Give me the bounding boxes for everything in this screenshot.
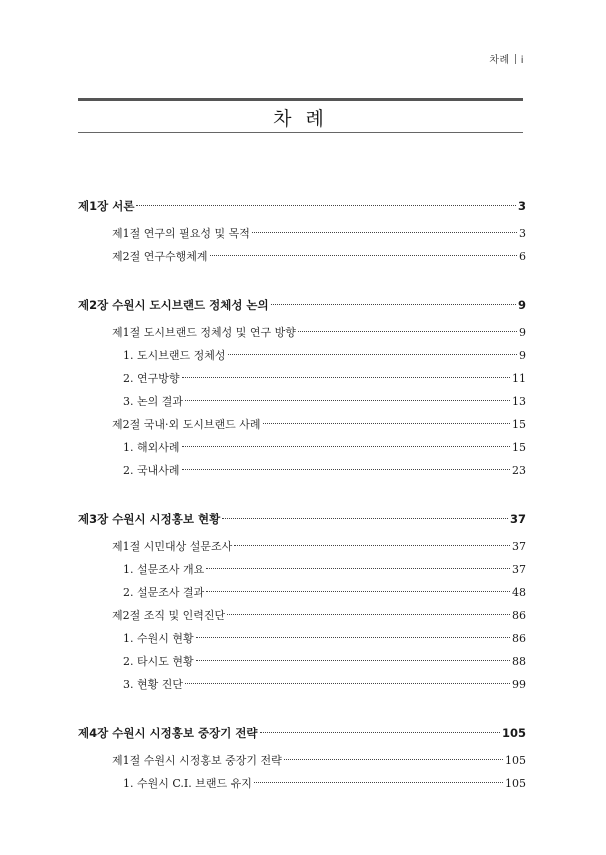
toc-entry-label: 제2장 수원시 도시브랜드 정체성 논의 xyxy=(78,298,269,312)
toc-entry-page-number: 9 xyxy=(519,349,526,362)
toc-entry-page-number: 37 xyxy=(509,512,526,526)
toc-entry-label: 제1절 시민대상 설문조사 xyxy=(112,540,233,553)
toc-chapter-entry[interactable] xyxy=(78,297,526,320)
toc-entry-label: 1. 설문조사 개요 xyxy=(123,563,205,576)
toc-entry-page-number: 3 xyxy=(519,227,526,240)
toc-section-entry[interactable] xyxy=(78,607,526,630)
toc-section-entry[interactable] xyxy=(78,538,526,561)
toc-entry-label: 제2절 국내·외 도시브랜드 사례 xyxy=(112,418,261,431)
toc-entry-page-number: 37 xyxy=(512,540,526,553)
dot-leader xyxy=(206,591,510,592)
dot-leader xyxy=(260,732,500,733)
dot-leader xyxy=(271,304,516,305)
dot-leader xyxy=(228,354,518,355)
toc-entry-page-number: 15 xyxy=(512,441,526,454)
toc-entry-label: 제1절 연구의 필요성 및 목적 xyxy=(112,227,250,240)
toc-item-entry[interactable] xyxy=(78,347,526,370)
toc-entry-label: 2. 설문조사 결과 xyxy=(123,586,205,599)
toc-item-entry[interactable] xyxy=(78,584,526,607)
toc-entry-label: 3. 현황 진단 xyxy=(123,678,183,691)
title-bottom-rule xyxy=(78,132,523,133)
dot-leader xyxy=(182,446,511,447)
title-top-rule xyxy=(78,98,523,101)
dot-leader xyxy=(222,518,508,519)
running-header xyxy=(489,51,524,66)
toc-item-entry[interactable] xyxy=(78,561,526,584)
toc-entry-page-number: 6 xyxy=(519,250,526,263)
toc-item-entry[interactable] xyxy=(78,393,526,416)
dot-leader xyxy=(182,377,511,378)
toc-entry-page-number: 9 xyxy=(517,298,526,312)
toc-item-entry[interactable] xyxy=(78,676,526,699)
dot-leader xyxy=(136,205,516,206)
toc-entry-label: 제2절 연구수행체계 xyxy=(112,250,208,263)
dot-leader xyxy=(263,423,511,424)
dot-leader xyxy=(234,545,510,546)
dot-leader xyxy=(185,400,510,401)
toc-entry-label: 1. 수원시 현황 xyxy=(123,632,194,645)
toc-entry-label: 제1절 도시브랜드 정체성 및 연구 방향 xyxy=(112,326,296,339)
toc-entry-page-number: 48 xyxy=(512,586,526,599)
toc-entry-label: 1. 수원시 C.I. 브랜드 유지 xyxy=(123,777,252,790)
toc-entry-page-number: 105 xyxy=(501,726,526,740)
toc-entry-page-number: 37 xyxy=(512,563,526,576)
toc-section-entry[interactable] xyxy=(78,225,526,248)
toc-entry-label: 제2절 조직 및 인력진단 xyxy=(112,609,226,622)
toc-entry-label: 2. 연구방향 xyxy=(123,372,180,385)
toc-item-entry[interactable] xyxy=(78,462,526,485)
toc-entry-page-number: 99 xyxy=(512,678,526,691)
toc-entry-page-number: 86 xyxy=(512,632,526,645)
toc-item-entry[interactable] xyxy=(78,439,526,462)
toc-entry-page-number: 86 xyxy=(512,609,526,622)
toc-section-entry[interactable] xyxy=(78,416,526,439)
dot-leader xyxy=(284,759,503,760)
dot-leader xyxy=(252,232,517,233)
toc-entry-page-number: 3 xyxy=(517,199,526,213)
toc-entry-label: 1. 도시브랜드 정체성 xyxy=(123,349,226,362)
toc-section-entry[interactable] xyxy=(78,248,526,271)
dot-leader xyxy=(254,782,503,783)
toc-entry-page-number: 105 xyxy=(505,777,526,790)
dot-leader xyxy=(206,568,510,569)
toc-entry-label: 2. 국내사례 xyxy=(123,464,180,477)
header-page-number: i xyxy=(520,55,524,66)
toc-chapter-entry[interactable] xyxy=(78,725,526,748)
toc-chapter-entry[interactable] xyxy=(78,511,526,534)
toc-entry-page-number: 15 xyxy=(512,418,526,431)
toc-section-entry[interactable] xyxy=(78,324,526,347)
dot-leader xyxy=(227,614,510,615)
dot-leader xyxy=(298,331,517,332)
toc-item-entry[interactable] xyxy=(78,630,526,653)
dot-leader xyxy=(196,637,510,638)
toc-entry-label: 제3장 수원시 시정홍보 현황 xyxy=(78,512,221,526)
toc-entry-label: 제1절 수원시 시정홍보 중장기 전략 xyxy=(112,754,282,767)
toc-entry-page-number: 9 xyxy=(519,326,526,339)
toc-entry-page-number: 105 xyxy=(505,754,526,767)
toc-entry-page-number: 23 xyxy=(512,464,526,477)
dot-leader xyxy=(182,469,511,470)
toc-entry-page-number: 13 xyxy=(512,395,526,408)
toc-item-entry[interactable] xyxy=(78,775,526,798)
toc-entry-label: 제1장 서론 xyxy=(78,199,135,213)
toc-item-entry[interactable] xyxy=(78,370,526,393)
toc-entry-page-number: 11 xyxy=(512,372,526,385)
page-title: 차 례 xyxy=(273,108,328,130)
toc-entry-label: 제4장 수원시 시정홍보 중장기 전략 xyxy=(78,726,258,740)
table-of-contents xyxy=(78,198,526,798)
dot-leader xyxy=(196,660,510,661)
header-separator xyxy=(515,54,516,64)
toc-entry-label: 1. 해외사례 xyxy=(123,441,180,454)
toc-section-entry[interactable] xyxy=(78,752,526,775)
toc-entry-page-number: 88 xyxy=(512,655,526,668)
toc-chapter-entry[interactable] xyxy=(78,198,526,221)
dot-leader xyxy=(185,683,510,684)
toc-item-entry[interactable] xyxy=(78,653,526,676)
toc-entry-label: 2. 타시도 현황 xyxy=(123,655,194,668)
header-section-label: 차례 xyxy=(489,55,510,66)
dot-leader xyxy=(210,255,517,256)
toc-entry-label: 3. 논의 결과 xyxy=(123,395,183,408)
